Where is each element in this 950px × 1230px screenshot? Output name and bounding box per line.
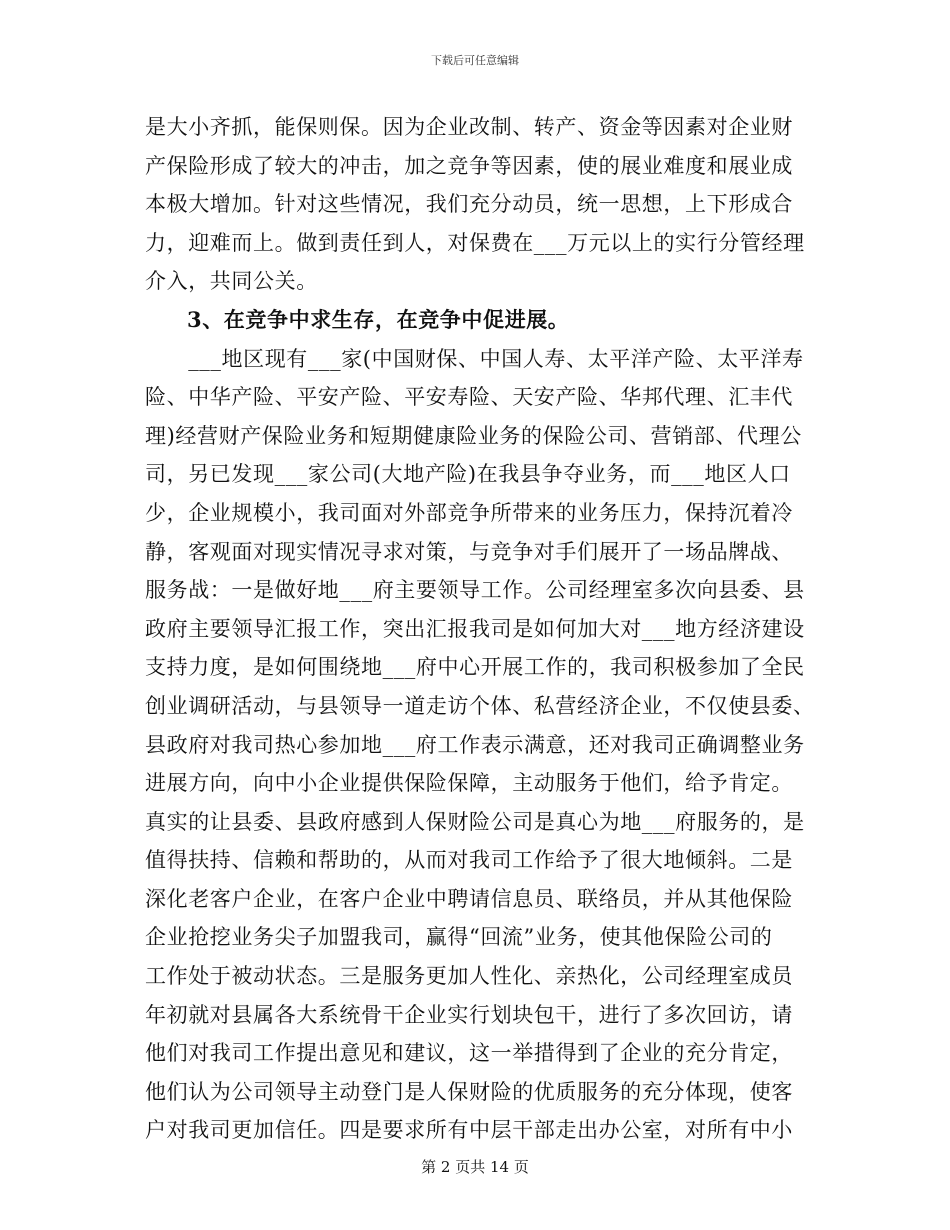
- text-line: 服务战：一是做好地___府主要领导工作。公司经理室多次向县委、县: [145, 578, 805, 603]
- page-footer: 第 2 页共 14 页: [421, 1158, 529, 1176]
- text-line: 力，迎难而上。做到责任到人，对保费在___万元以上的实行分管经理: [145, 230, 805, 255]
- text-line: 产保险形成了较大的冲击，加之竞争等因素，使的展业难度和展业成: [145, 153, 793, 178]
- text-line: 他们认为公司领导主动登门是人保财险的优质服务的充分体现，使客: [145, 1079, 793, 1104]
- section-heading: 3、在竞争中求生存，在竞争中促进展。: [187, 306, 570, 332]
- text-line: 静，客观面对现实情况寻求对策，与竞争对手们展开了一场品牌战、: [145, 539, 793, 564]
- text-line: 险、中华产险、平安产险、平安寿险、天安产险、华邦代理、汇丰代: [145, 385, 793, 410]
- text-line: 创业调研活动，与县领导一道走访个体、私营经济企业，不仅使县委、: [145, 693, 815, 718]
- text-line: 少，企业规模小，我司面对外部竞争所带来的业务压力，保持沉着冷: [145, 500, 793, 525]
- document-body: [145, 108, 815, 1150]
- text-line: 本极大增加。针对这些情况，我们充分动员，统一思想，上下形成合: [145, 192, 793, 217]
- text-line: 进展方向，向中小企业提供保险保障，主动服务于他们，给予肯定。: [145, 771, 793, 796]
- text-line: 年初就对县属各大系统骨干企业实行划块包干，进行了多次回访，请: [145, 1002, 793, 1027]
- text-line: 理)经营财产保险业务和短期健康险业务的保险公司、营销部、代理公: [145, 423, 802, 448]
- text-line: 政府主要领导汇报工作，突出汇报我司是如何加大对___地方经济建设: [145, 616, 805, 641]
- text-line: 支持力度，是如何围绕地___府中心开展工作的，我司积极参加了全民: [145, 655, 805, 680]
- text-line: 真实的让县委、县政府感到人保财险公司是真心为地___府服务的，是: [145, 809, 805, 834]
- text-line: 企业抢挖业务尖子加盟我司，赢得“回流”业务，使其他保险公司的: [145, 925, 773, 950]
- text-line: 工作处于被动状态。三是服务更加人性化、亲热化，公司经理室成员: [145, 964, 793, 989]
- text-line: 司，另已发现___家公司(大地产险)在我县争夺业务，而___地区人口: [145, 462, 791, 487]
- text-line: 深化老客户企业，在客户企业中聘请信息员、联络员，并从其他保险: [145, 886, 793, 911]
- text-line: 户对我司更加信任。四是要求所有中层干部走出办公室，对所有中小: [145, 1118, 793, 1143]
- text-line: 值得扶持、信赖和帮助的，从而对我司工作给予了很大地倾斜。二是: [145, 848, 793, 873]
- text-line: ___地区现有___家(中国财保、中国人寿、太平洋产险、太平洋寿: [145, 346, 804, 371]
- text-line: 介入，共同公关。: [145, 269, 318, 294]
- text-line: 是大小齐抓，能保则保。因为企业改制、转产、资金等因素对企业财: [145, 115, 793, 139]
- page-header: 下载后可任意编辑: [431, 54, 519, 67]
- text-line: 他们对我司工作提出意见和建议，这一举措得到了企业的充分肯定，: [145, 1041, 793, 1066]
- text-line: 县政府对我司热心参加地___府工作表示满意，还对我司正确调整业务: [145, 732, 805, 757]
